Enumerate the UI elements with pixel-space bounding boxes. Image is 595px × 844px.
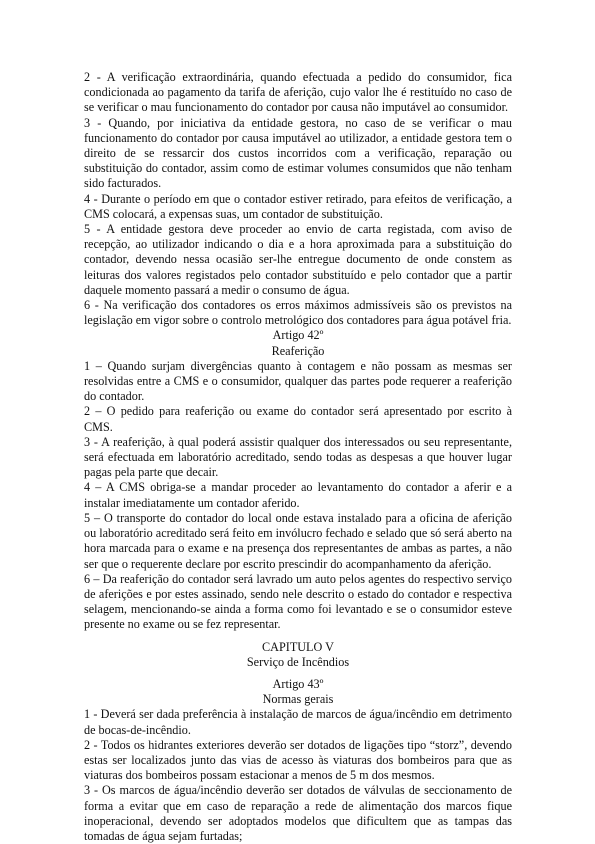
- article-42-paragraph-6: 6 – Da reaferição do contador será lavrado um auto pelos agentes do respectivo serviço de aferições e por estes assinado, sendo nele descrito o estado do contador e respectiva selagem, mencionando-se ainda a forma como foi levantado e se o consumidor esteve presente no exame ou se fez representar.: [84, 571, 512, 632]
- article-42-paragraph-5: 5 – O transporte do contador do local onde estava instalado para a oficina de aferição ou laboratório acreditado será feito em invólucro fechado e selado que só será aberto na hora marcada para o exame e na presença dos representantes de ambas as partes, a não ser que o requerente declare por escrito prescindir do acompanhamento da aferição.: [84, 510, 512, 571]
- article-41-paragraph-3: 3 - Quando, por iniciativa da entidade gestora, no caso de se verificar o mau funcionamento do contador por causa imputável ao utilizador, a entidade gestora tem o direito de se ressarcir dos custos incorridos com a verificação, reparação ou substituição do contador, assim como de estimar volumes consumidos que não tenham sido facturados.: [84, 115, 512, 191]
- article-43-title: Normas gerais: [262, 692, 334, 707]
- article-41-paragraph-5: 5 - A entidade gestora deve proceder ao envio de carta registada, com aviso de recepção, ao utilizador indicando o dia e a hora aproximada para a substituição do contador, devendo nessa ocasião ser-lhe entregue documento de onde constem as leituras dos valores registados pelo contador substituído e pelo contador que a partir daquele momento passará a medir o consumo de água.: [84, 222, 512, 297]
- chapter-5-title: Serviço de Incêndios: [246, 654, 350, 669]
- article-42-paragraph-2: 2 – O pedido para reaferição ou exame do contador será apresentado por escrito à CMS.: [84, 404, 512, 434]
- article-43-heading: Artigo 43º: [272, 676, 324, 691]
- article-41-paragraph-4: 4 - Durante o período em que o contador estiver retirado, para efeitos de verificação, a CMS colocará, a expensas suas, um contador de substituição.: [84, 191, 512, 221]
- document-page: [84, 70, 512, 844]
- article-41-paragraph-6: 6 - Na verificação dos contadores os erros máximos admissíveis são os previstos na legislação em vigor sobre o controlo metrológico dos contadores para água potável fria.: [84, 298, 512, 328]
- chapter-5-heading: CAPITULO V: [262, 639, 334, 654]
- article-43-paragraph-3: 3 - Os marcos de água/incêndio deverão ser dotados de válvulas de seccionamento de forma a evitar que em caso de reparação a rede de alimentação dos marcos fique inoperacional, devendo ser adoptados modelos que dificultem que as tampas das tomadas de água sejam furtadas;: [84, 783, 512, 843]
- article-41-paragraph-2: 2 - A verificação extraordinária, quando efectuada a pedido do consumidor, fica condicionada ao pagamento da tarifa de aferição, cujo valor lhe é restituído no caso de se verificar o mau funcionamento do contador por causa não imputável ao consumidor.: [84, 70, 512, 115]
- article-42-paragraph-1: 1 – Quando surjam divergências quanto à contagem e não possam as mesmas ser resolvidas entre a CMS e o consumidor, qualquer das partes pode requerer a reaferição do contador.: [84, 358, 512, 404]
- article-42-heading: Artigo 42º: [272, 328, 324, 343]
- article-43-paragraph-2: 2 - Todos os hidrantes exteriores deverão ser dotados de ligações tipo “storz”, devendo estas ser localizados junto das vias de acesso às viaturas dos bombeiros para que as viaturas dos bombeiros possam estacionar a menos de 5 m dos mesmos.: [84, 737, 512, 783]
- article-43-paragraph-1: 1 - Deverá ser dada preferência à instalação de marcos de água/incêndio em detrimento de bocas-de-incêndio.: [84, 707, 512, 737]
- article-42-title: Reaferição: [271, 343, 325, 358]
- article-42-paragraph-4: 4 – A CMS obriga-se a mandar proceder ao levantamento do contador a aferir e a instalar imediatamente um contador aferido.: [84, 480, 512, 510]
- article-42-paragraph-3: 3 - A reaferição, à qual poderá assistir qualquer dos interessados ou seu representante, será efectuada em laboratório acreditado, sendo todas as despesas a que houver lugar pagas pela parte que decair.: [84, 434, 512, 480]
